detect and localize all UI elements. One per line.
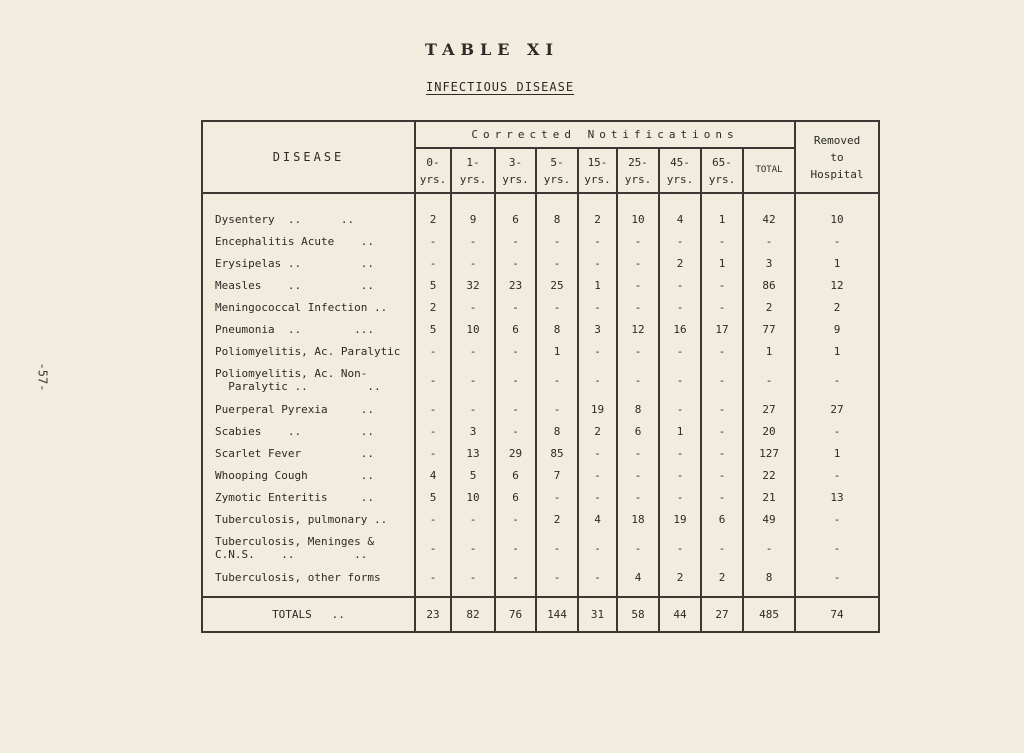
- count-cell: 12: [617, 318, 659, 340]
- count-cell: -: [451, 398, 495, 420]
- count-cell: -: [495, 566, 536, 597]
- count-cell: -: [415, 398, 451, 420]
- count-cell: 6: [495, 193, 536, 230]
- totals-cell: 74: [795, 597, 879, 632]
- removed-cell: 13: [795, 486, 879, 508]
- count-cell: -: [659, 362, 701, 398]
- disease-name: Poliomyelitis, Ac. Paralytic: [202, 340, 415, 362]
- count-cell: 85: [536, 442, 578, 464]
- count-cell: -: [659, 530, 701, 566]
- total-cell: 21: [743, 486, 795, 508]
- count-cell: -: [617, 230, 659, 252]
- count-cell: -: [701, 340, 743, 362]
- count-cell: -: [617, 464, 659, 486]
- count-cell: -: [495, 340, 536, 362]
- count-cell: -: [701, 274, 743, 296]
- count-cell: -: [578, 442, 617, 464]
- count-cell: 1: [701, 193, 743, 230]
- count-cell: -: [536, 486, 578, 508]
- count-cell: -: [701, 296, 743, 318]
- count-cell: 5: [415, 318, 451, 340]
- count-cell: -: [578, 252, 617, 274]
- count-cell: -: [451, 566, 495, 597]
- count-cell: -: [536, 530, 578, 566]
- table-row: [202, 193, 879, 230]
- count-cell: -: [617, 252, 659, 274]
- table-row: [202, 442, 879, 464]
- disease-name: Dysentery .. ..: [202, 193, 415, 230]
- count-cell: -: [451, 340, 495, 362]
- count-cell: 4: [659, 193, 701, 230]
- count-cell: -: [415, 442, 451, 464]
- totals-label: TOTALS ..: [202, 597, 415, 632]
- count-cell: 5: [415, 486, 451, 508]
- count-cell: -: [451, 252, 495, 274]
- total-cell: -: [743, 230, 795, 252]
- disease-column-header: DISEASE: [202, 121, 415, 193]
- removed-cell: -: [795, 508, 879, 530]
- table-row: [202, 362, 879, 398]
- total-cell: 20: [743, 420, 795, 442]
- removed-cell: 10: [795, 193, 879, 230]
- count-cell: 2: [659, 566, 701, 597]
- age-column-header: 1- yrs.: [451, 148, 495, 193]
- disease-name: Meningococcal Infection ..: [202, 296, 415, 318]
- age-column-header: 5- yrs.: [536, 148, 578, 193]
- count-cell: -: [617, 530, 659, 566]
- disease-name: Poliomyelitis, Ac. Non- Paralytic .. ..: [202, 362, 415, 398]
- total-cell: 3: [743, 252, 795, 274]
- count-cell: 19: [578, 398, 617, 420]
- count-cell: -: [578, 566, 617, 597]
- age-column-header: 15- yrs.: [578, 148, 617, 193]
- count-cell: -: [415, 508, 451, 530]
- count-cell: -: [536, 398, 578, 420]
- table-row: [202, 230, 879, 252]
- count-cell: 23: [495, 274, 536, 296]
- count-cell: -: [451, 530, 495, 566]
- total-cell: 86: [743, 274, 795, 296]
- count-cell: -: [617, 296, 659, 318]
- totals-cell: 144: [536, 597, 578, 632]
- count-cell: 1: [536, 340, 578, 362]
- count-cell: 6: [701, 508, 743, 530]
- count-cell: 2: [578, 420, 617, 442]
- disease-name: Zymotic Enteritis ..: [202, 486, 415, 508]
- disease-name: Encephalitis Acute ..: [202, 230, 415, 252]
- count-cell: -: [578, 340, 617, 362]
- count-cell: 9: [451, 193, 495, 230]
- removed-cell: 27: [795, 398, 879, 420]
- count-cell: 7: [536, 464, 578, 486]
- count-cell: 2: [578, 193, 617, 230]
- count-cell: -: [451, 296, 495, 318]
- count-cell: 25: [536, 274, 578, 296]
- table-row: [202, 530, 879, 566]
- count-cell: -: [495, 362, 536, 398]
- total-cell: 22: [743, 464, 795, 486]
- count-cell: -: [536, 362, 578, 398]
- table-row: [202, 274, 879, 296]
- count-cell: -: [578, 486, 617, 508]
- count-cell: 4: [617, 566, 659, 597]
- count-cell: -: [578, 464, 617, 486]
- count-cell: -: [451, 230, 495, 252]
- disease-name: Tuberculosis, Meninges & C.N.S. .. ..: [202, 530, 415, 566]
- table-title: TABLE XI: [425, 40, 559, 59]
- totals-cell: 23: [415, 597, 451, 632]
- count-cell: 2: [415, 193, 451, 230]
- count-cell: -: [701, 398, 743, 420]
- count-cell: 2: [659, 252, 701, 274]
- count-cell: -: [495, 420, 536, 442]
- count-cell: -: [415, 252, 451, 274]
- total-cell: 1: [743, 340, 795, 362]
- total-cell: 49: [743, 508, 795, 530]
- removed-cell: -: [795, 420, 879, 442]
- count-cell: -: [495, 508, 536, 530]
- disease-name: Puerperal Pyrexia ..: [202, 398, 415, 420]
- count-cell: -: [701, 362, 743, 398]
- table-row: [202, 296, 879, 318]
- count-cell: -: [701, 530, 743, 566]
- count-cell: -: [659, 464, 701, 486]
- count-cell: -: [701, 420, 743, 442]
- total-column-header: TOTAL: [743, 148, 795, 193]
- count-cell: -: [415, 230, 451, 252]
- count-cell: -: [536, 566, 578, 597]
- totals-cell: 58: [617, 597, 659, 632]
- count-cell: -: [495, 530, 536, 566]
- count-cell: -: [415, 340, 451, 362]
- count-cell: 2: [701, 566, 743, 597]
- removed-cell: -: [795, 362, 879, 398]
- count-cell: -: [451, 508, 495, 530]
- disease-name: Measles .. ..: [202, 274, 415, 296]
- count-cell: 5: [415, 274, 451, 296]
- disease-name: Erysipelas .. ..: [202, 252, 415, 274]
- removed-cell: 1: [795, 340, 879, 362]
- totals-row: [202, 597, 879, 632]
- removed-cell: -: [795, 464, 879, 486]
- count-cell: -: [536, 296, 578, 318]
- table-row: [202, 508, 879, 530]
- count-cell: 8: [536, 318, 578, 340]
- count-cell: -: [415, 362, 451, 398]
- count-cell: -: [659, 296, 701, 318]
- count-cell: -: [659, 486, 701, 508]
- count-cell: 10: [451, 318, 495, 340]
- count-cell: -: [701, 230, 743, 252]
- total-cell: 27: [743, 398, 795, 420]
- count-cell: -: [659, 442, 701, 464]
- count-cell: -: [617, 486, 659, 508]
- page-number: -57-: [35, 362, 50, 392]
- count-cell: -: [659, 274, 701, 296]
- count-cell: 10: [451, 486, 495, 508]
- count-cell: -: [617, 362, 659, 398]
- table-row: [202, 398, 879, 420]
- count-cell: -: [536, 252, 578, 274]
- count-cell: 6: [495, 318, 536, 340]
- total-cell: -: [743, 530, 795, 566]
- count-cell: -: [578, 296, 617, 318]
- total-cell: 77: [743, 318, 795, 340]
- count-cell: -: [578, 530, 617, 566]
- total-cell: 127: [743, 442, 795, 464]
- count-cell: 2: [536, 508, 578, 530]
- total-cell: 42: [743, 193, 795, 230]
- count-cell: 4: [415, 464, 451, 486]
- count-cell: 8: [617, 398, 659, 420]
- count-cell: -: [659, 230, 701, 252]
- removed-cell: 1: [795, 442, 879, 464]
- count-cell: 32: [451, 274, 495, 296]
- count-cell: -: [701, 464, 743, 486]
- table-row: [202, 420, 879, 442]
- count-cell: 5: [451, 464, 495, 486]
- count-cell: -: [701, 442, 743, 464]
- disease-name: Scabies .. ..: [202, 420, 415, 442]
- age-column-header: 25- yrs.: [617, 148, 659, 193]
- count-cell: 3: [578, 318, 617, 340]
- age-column-header: 0- yrs.: [415, 148, 451, 193]
- total-cell: 8: [743, 566, 795, 597]
- table-row: [202, 464, 879, 486]
- age-column-header: 65- yrs.: [701, 148, 743, 193]
- total-cell: 2: [743, 296, 795, 318]
- removed-cell: -: [795, 530, 879, 566]
- count-cell: -: [617, 274, 659, 296]
- count-cell: -: [659, 340, 701, 362]
- totals-cell: 27: [701, 597, 743, 632]
- count-cell: -: [617, 442, 659, 464]
- table-subtitle: INFECTIOUS DISEASE: [426, 80, 575, 94]
- count-cell: -: [495, 230, 536, 252]
- count-cell: 6: [617, 420, 659, 442]
- count-cell: 18: [617, 508, 659, 530]
- removed-to-hospital-header: Removed to Hospital: [795, 121, 879, 193]
- count-cell: 29: [495, 442, 536, 464]
- removed-cell: 9: [795, 318, 879, 340]
- count-cell: -: [701, 486, 743, 508]
- count-cell: 1: [701, 252, 743, 274]
- count-cell: 16: [659, 318, 701, 340]
- removed-cell: -: [795, 566, 879, 597]
- count-cell: -: [495, 398, 536, 420]
- count-cell: -: [495, 252, 536, 274]
- totals-cell: 82: [451, 597, 495, 632]
- disease-name: Scarlet Fever ..: [202, 442, 415, 464]
- table-row: [202, 340, 879, 362]
- infectious-disease-table: [201, 120, 880, 633]
- disease-name: Tuberculosis, other forms: [202, 566, 415, 597]
- table-row: [202, 318, 879, 340]
- count-cell: 2: [415, 296, 451, 318]
- count-cell: -: [495, 296, 536, 318]
- removed-cell: 2: [795, 296, 879, 318]
- count-cell: 8: [536, 193, 578, 230]
- removed-cell: 1: [795, 252, 879, 274]
- count-cell: 10: [617, 193, 659, 230]
- count-cell: 1: [578, 274, 617, 296]
- count-cell: -: [659, 398, 701, 420]
- count-cell: 17: [701, 318, 743, 340]
- count-cell: -: [451, 362, 495, 398]
- count-cell: 6: [495, 464, 536, 486]
- count-cell: 13: [451, 442, 495, 464]
- count-cell: 8: [536, 420, 578, 442]
- age-column-header: 3- yrs.: [495, 148, 536, 193]
- count-cell: 3: [451, 420, 495, 442]
- count-cell: 19: [659, 508, 701, 530]
- count-cell: -: [415, 566, 451, 597]
- table-row: [202, 252, 879, 274]
- count-cell: 6: [495, 486, 536, 508]
- totals-cell: 76: [495, 597, 536, 632]
- corrected-notifications-header: Corrected Notifications: [415, 121, 795, 148]
- age-column-header: 45- yrs.: [659, 148, 701, 193]
- count-cell: -: [415, 420, 451, 442]
- total-cell: -: [743, 362, 795, 398]
- totals-cell: 44: [659, 597, 701, 632]
- count-cell: -: [415, 530, 451, 566]
- table-row: [202, 486, 879, 508]
- count-cell: -: [578, 230, 617, 252]
- count-cell: -: [617, 340, 659, 362]
- disease-name: Pneumonia .. ...: [202, 318, 415, 340]
- removed-cell: 12: [795, 274, 879, 296]
- totals-cell: 485: [743, 597, 795, 632]
- count-cell: 1: [659, 420, 701, 442]
- count-cell: -: [578, 362, 617, 398]
- disease-name: Whooping Cough ..: [202, 464, 415, 486]
- table-row: [202, 566, 879, 597]
- count-cell: 4: [578, 508, 617, 530]
- disease-name: Tuberculosis, pulmonary ..: [202, 508, 415, 530]
- removed-cell: -: [795, 230, 879, 252]
- totals-cell: 31: [578, 597, 617, 632]
- count-cell: -: [536, 230, 578, 252]
